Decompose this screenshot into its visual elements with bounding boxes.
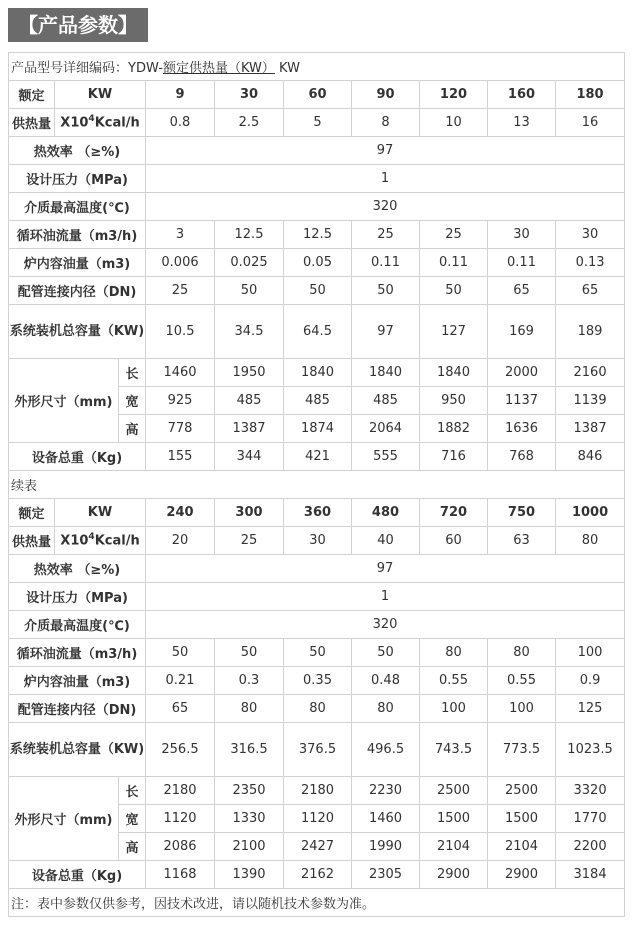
kw-row: [9, 499, 625, 527]
spec-table: [8, 52, 625, 917]
kcal-value: 80: [556, 527, 625, 555]
pipe-diameter-value: 80: [352, 695, 420, 723]
pressure-label: 设计压力（MPa): [9, 165, 146, 193]
kcal-label: [55, 527, 146, 555]
kw-value: 300: [215, 499, 284, 527]
dim-height-value: 2427: [284, 833, 352, 861]
dim-height-label: 高: [119, 415, 146, 443]
dim-length-label: 长: [119, 777, 146, 805]
kcal-suffix: Kcal/h: [94, 533, 140, 549]
dim-length-value: 2160: [556, 359, 625, 387]
furnace-oil-value: 0.05: [284, 249, 352, 277]
total-capacity-value: 64.5: [284, 305, 352, 359]
dim-width-value: 485: [284, 387, 352, 415]
model-underlined: 额定供热量（KW）: [162, 61, 275, 76]
kcal-value: 63: [488, 527, 556, 555]
max-temp-value: 320: [146, 193, 625, 221]
kcal-value: 13: [488, 109, 556, 137]
pipe-diameter-value: 65: [488, 277, 556, 305]
dim-width-label: 宽: [119, 387, 146, 415]
pipe-diameter-value: 50: [215, 277, 284, 305]
dim-length-label: 长: [119, 359, 146, 387]
dim-length-value: 3320: [556, 777, 625, 805]
pipe-diameter-row: [9, 695, 625, 723]
model-row: [9, 53, 625, 81]
efficiency-value: 97: [146, 555, 625, 583]
dim-length-value: 2180: [146, 777, 215, 805]
dim-height-label: 高: [119, 833, 146, 861]
pressure-row: [9, 165, 625, 193]
weight-value: 768: [488, 443, 556, 471]
furnace-oil-row: [9, 667, 625, 695]
dim-length-row: [9, 777, 625, 805]
total-capacity-row: [9, 305, 625, 359]
kcal-value: 16: [556, 109, 625, 137]
furnace-oil-value: 0.025: [215, 249, 284, 277]
dimensions-label: 外形尺寸（mm): [9, 777, 119, 861]
furnace-oil-value: 0.48: [352, 667, 420, 695]
oil-flow-row: [9, 639, 625, 667]
efficiency-label: 热效率 （≥%): [9, 137, 146, 165]
dim-height-value: 1636: [488, 415, 556, 443]
pressure-label: 设计压力（MPa): [9, 583, 146, 611]
kw-value: 160: [488, 81, 556, 109]
pressure-value: 1: [146, 165, 625, 193]
kw-value: 30: [215, 81, 284, 109]
kw-value: 750: [488, 499, 556, 527]
oil-flow-value: 100: [556, 639, 625, 667]
total-capacity-value: 496.5: [352, 723, 420, 777]
total-capacity-value: 34.5: [215, 305, 284, 359]
dim-length-value: 2230: [352, 777, 420, 805]
kw-label: KW: [55, 81, 146, 109]
weight-value: 1168: [146, 861, 215, 889]
dim-width-value: 1137: [488, 387, 556, 415]
kw-value: 1000: [556, 499, 625, 527]
dim-length-value: 2500: [420, 777, 488, 805]
dim-length-value: 1460: [146, 359, 215, 387]
total-capacity-value: 316.5: [215, 723, 284, 777]
weight-value: 3184: [556, 861, 625, 889]
oil-flow-value: 50: [146, 639, 215, 667]
total-capacity-row: [9, 723, 625, 777]
dim-length-value: 1840: [420, 359, 488, 387]
dim-length-value: 1840: [284, 359, 352, 387]
dim-width-value: 950: [420, 387, 488, 415]
section-title: 【产品参数】: [8, 8, 148, 42]
furnace-oil-value: 0.006: [146, 249, 215, 277]
dim-height-value: 1882: [420, 415, 488, 443]
pipe-diameter-value: 50: [284, 277, 352, 305]
pipe-diameter-row: [9, 277, 625, 305]
dim-width-value: 1460: [352, 805, 420, 833]
max-temp-row: [9, 193, 625, 221]
kcal-value: 40: [352, 527, 420, 555]
furnace-oil-value: 0.3: [215, 667, 284, 695]
dim-length-row: [9, 359, 625, 387]
furnace-oil-label: 炉内容油量（m3): [9, 667, 146, 695]
weight-value: 421: [284, 443, 352, 471]
pipe-diameter-value: 80: [215, 695, 284, 723]
pipe-diameter-value: 25: [146, 277, 215, 305]
kcal-value: 25: [215, 527, 284, 555]
max-temp-label: 介质最高温度(℃): [9, 611, 146, 639]
dim-width-value: 1139: [556, 387, 625, 415]
dim-height-value: 1990: [352, 833, 420, 861]
dimensions-label: 外形尺寸（mm): [9, 359, 119, 443]
kcal-row: [9, 109, 625, 137]
furnace-oil-value: 0.21: [146, 667, 215, 695]
efficiency-row: [9, 555, 625, 583]
dim-width-value: 485: [352, 387, 420, 415]
max-temp-value: 320: [146, 611, 625, 639]
kw-value: 480: [352, 499, 420, 527]
continued-row: [9, 471, 625, 499]
furnace-oil-value: 0.13: [556, 249, 625, 277]
pipe-diameter-value: 50: [352, 277, 420, 305]
kw-label: KW: [55, 499, 146, 527]
kw-value: 180: [556, 81, 625, 109]
kcal-label: [55, 109, 146, 137]
model-code-line: [9, 53, 625, 81]
oil-flow-label: 循环油流量（m3/h): [9, 221, 146, 249]
model-prefix: 产品型号详细编码：YDW-: [11, 61, 163, 76]
oil-flow-value: 50: [352, 639, 420, 667]
weight-label: 设备总重（Kg): [9, 443, 146, 471]
dim-width-label: 宽: [119, 805, 146, 833]
total-capacity-value: 169: [488, 305, 556, 359]
furnace-oil-label: 炉内容油量（m3): [9, 249, 146, 277]
weight-value: 2900: [488, 861, 556, 889]
oil-flow-value: 25: [420, 221, 488, 249]
max-temp-label: 介质最高温度(℃): [9, 193, 146, 221]
pipe-diameter-value: 100: [420, 695, 488, 723]
dim-length-value: 2000: [488, 359, 556, 387]
dim-width-value: 485: [215, 387, 284, 415]
oil-flow-value: 50: [284, 639, 352, 667]
kw-value: 60: [284, 81, 352, 109]
spec-wrapper: [8, 52, 624, 917]
furnace-oil-value: 0.11: [488, 249, 556, 277]
total-capacity-label: 系统装机总容量（KW): [9, 305, 146, 359]
kcal-value: 30: [284, 527, 352, 555]
pipe-diameter-value: 50: [420, 277, 488, 305]
pipe-diameter-value: 80: [284, 695, 352, 723]
oil-flow-label: 循环油流量（m3/h): [9, 639, 146, 667]
furnace-oil-value: 0.55: [420, 667, 488, 695]
furnace-oil-value: 0.11: [420, 249, 488, 277]
note-row: [9, 889, 625, 917]
dim-height-value: 2200: [556, 833, 625, 861]
kw-value: 240: [146, 499, 215, 527]
total-capacity-value: 743.5: [420, 723, 488, 777]
oil-flow-value: 30: [488, 221, 556, 249]
kw-value: 720: [420, 499, 488, 527]
oil-flow-value: 80: [420, 639, 488, 667]
kcal-prefix: X10: [60, 533, 89, 549]
heat-output-label: 供热量: [9, 527, 55, 555]
furnace-oil-row: [9, 249, 625, 277]
weight-value: 155: [146, 443, 215, 471]
weight-value: 2305: [352, 861, 420, 889]
weight-value: 344: [215, 443, 284, 471]
dim-length-value: 2350: [215, 777, 284, 805]
dim-height-value: 2104: [488, 833, 556, 861]
oil-flow-value: 25: [352, 221, 420, 249]
dim-height-value: 2064: [352, 415, 420, 443]
total-capacity-label: 系统装机总容量（KW): [9, 723, 146, 777]
kcal-suffix: Kcal/h: [94, 115, 140, 131]
weight-value: 1390: [215, 861, 284, 889]
dim-length-value: 2180: [284, 777, 352, 805]
total-capacity-value: 1023.5: [556, 723, 625, 777]
furnace-oil-value: 0.9: [556, 667, 625, 695]
oil-flow-value: 12.5: [284, 221, 352, 249]
dim-width-value: 1120: [146, 805, 215, 833]
pressure-value: 1: [146, 583, 625, 611]
weight-value: 2900: [420, 861, 488, 889]
model-suffix: KW: [279, 61, 300, 76]
dim-height-value: 2100: [215, 833, 284, 861]
weight-row: [9, 861, 625, 889]
dim-length-value: 2500: [488, 777, 556, 805]
pipe-diameter-value: 100: [488, 695, 556, 723]
total-capacity-value: 97: [352, 305, 420, 359]
rated-label: 额定: [9, 499, 55, 527]
kw-value: 9: [146, 81, 215, 109]
dim-height-value: 2086: [146, 833, 215, 861]
dim-height-value: 1874: [284, 415, 352, 443]
dim-width-value: 1330: [215, 805, 284, 833]
dim-width-value: 925: [146, 387, 215, 415]
continued-label: 续表: [9, 471, 625, 499]
furnace-oil-value: 0.11: [352, 249, 420, 277]
total-capacity-value: 256.5: [146, 723, 215, 777]
oil-flow-row: [9, 221, 625, 249]
kcal-value: 20: [146, 527, 215, 555]
weight-value: 2162: [284, 861, 352, 889]
dim-height-value: 2104: [420, 833, 488, 861]
kw-value: 360: [284, 499, 352, 527]
oil-flow-value: 3: [146, 221, 215, 249]
dim-width-value: 1500: [420, 805, 488, 833]
kcal-value: 10: [420, 109, 488, 137]
dim-width-value: 1120: [284, 805, 352, 833]
kcal-value: 0.8: [146, 109, 215, 137]
dim-width-value: 1500: [488, 805, 556, 833]
pipe-diameter-value: 65: [146, 695, 215, 723]
total-capacity-value: 127: [420, 305, 488, 359]
rated-label: 额定: [9, 81, 55, 109]
kcal-sup: 4: [88, 114, 95, 125]
total-capacity-value: 376.5: [284, 723, 352, 777]
dim-length-value: 1950: [215, 359, 284, 387]
dim-height-value: 1387: [556, 415, 625, 443]
furnace-oil-value: 0.55: [488, 667, 556, 695]
pipe-diameter-value: 125: [556, 695, 625, 723]
weight-value: 716: [420, 443, 488, 471]
dim-height-value: 778: [146, 415, 215, 443]
heat-output-label: 供热量: [9, 109, 55, 137]
spec-table-body: [9, 53, 625, 917]
efficiency-row: [9, 137, 625, 165]
weight-value: 555: [352, 443, 420, 471]
footnote: 注：表中参数仅供参考，因技术改进，请以随机技术参数为准。: [9, 889, 625, 917]
pipe-diameter-label: 配管连接内径（DN): [9, 277, 146, 305]
kcal-value: 5: [284, 109, 352, 137]
max-temp-row: [9, 611, 625, 639]
pressure-row: [9, 583, 625, 611]
dim-height-value: 1387: [215, 415, 284, 443]
oil-flow-value: 80: [488, 639, 556, 667]
kw-value: 120: [420, 81, 488, 109]
kcal-sup: 4: [88, 532, 95, 543]
total-capacity-value: 773.5: [488, 723, 556, 777]
total-capacity-value: 189: [556, 305, 625, 359]
efficiency-value: 97: [146, 137, 625, 165]
kcal-row: [9, 527, 625, 555]
furnace-oil-value: 0.35: [284, 667, 352, 695]
efficiency-label: 热效率 （≥%): [9, 555, 146, 583]
dim-width-value: 1770: [556, 805, 625, 833]
oil-flow-value: 12.5: [215, 221, 284, 249]
oil-flow-value: 30: [556, 221, 625, 249]
kw-row: [9, 81, 625, 109]
kcal-prefix: X10: [60, 115, 89, 131]
kcal-value: 8: [352, 109, 420, 137]
kw-value: 90: [352, 81, 420, 109]
weight-value: 846: [556, 443, 625, 471]
weight-row: [9, 443, 625, 471]
total-capacity-value: 10.5: [146, 305, 215, 359]
dim-length-value: 1840: [352, 359, 420, 387]
pipe-diameter-label: 配管连接内径（DN): [9, 695, 146, 723]
oil-flow-value: 50: [215, 639, 284, 667]
kcal-value: 2.5: [215, 109, 284, 137]
kcal-value: 60: [420, 527, 488, 555]
pipe-diameter-value: 65: [556, 277, 625, 305]
weight-label: 设备总重（Kg): [9, 861, 146, 889]
